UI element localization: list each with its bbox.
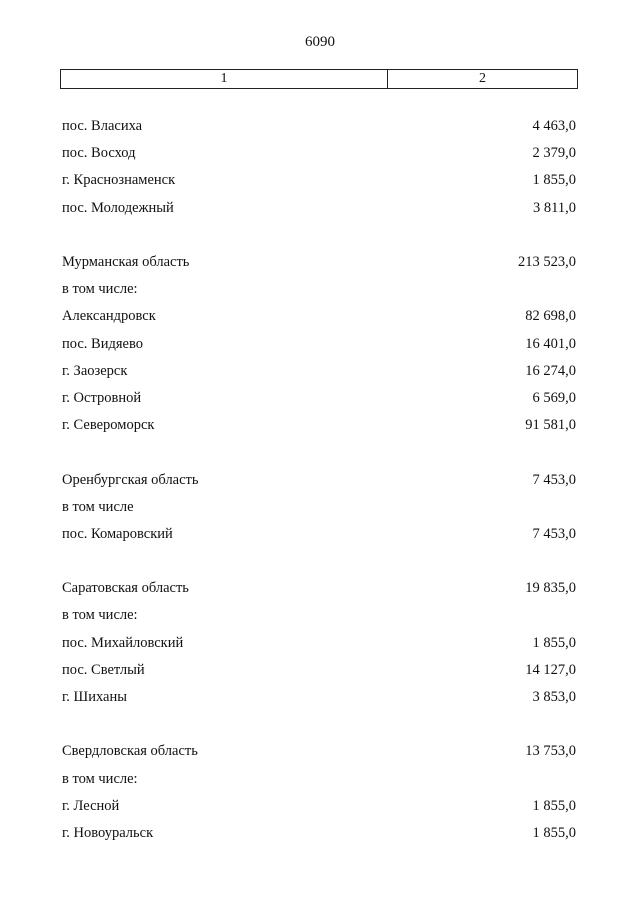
table-row <box>62 167 576 194</box>
table-row <box>62 140 576 167</box>
table-row <box>62 276 576 303</box>
row-label: пос. Молодежный <box>62 199 174 216</box>
row-label: пос. Комаровский <box>62 525 173 542</box>
row-label: г. Новоуральск <box>62 824 154 841</box>
table-row <box>62 385 576 412</box>
row-label: г. Краснознаменск <box>62 172 176 189</box>
row-value: 7 453,0 <box>532 525 576 542</box>
table-row <box>62 793 576 820</box>
table-row <box>62 113 576 140</box>
table-row <box>62 494 576 521</box>
table-header <box>60 69 578 89</box>
row-value: 14 127,0 <box>525 661 576 678</box>
table-row <box>62 303 576 330</box>
table-body <box>62 113 576 847</box>
row-label: в том числе: <box>62 607 138 624</box>
table-row <box>62 738 576 765</box>
row-label: г. Островной <box>62 389 142 406</box>
row-label: г. Лесной <box>62 797 120 814</box>
row-label: в том числе: <box>62 770 138 787</box>
row-value: 213 523,0 <box>518 254 576 271</box>
row-value: 13 753,0 <box>525 743 576 760</box>
spacer-row <box>62 548 576 575</box>
row-label: Свердловская область <box>62 743 198 760</box>
table-row <box>62 575 576 602</box>
row-value: 82 698,0 <box>525 308 576 325</box>
row-value: 16 401,0 <box>525 335 576 352</box>
row-value: 1 855,0 <box>532 634 576 651</box>
row-value: 1 855,0 <box>532 172 576 189</box>
row-label: в том числе <box>62 498 134 515</box>
table-row <box>62 820 576 847</box>
spacer-row <box>62 222 576 249</box>
row-label: пос. Светлый <box>62 661 145 678</box>
row-label: г. Североморск <box>62 417 155 434</box>
row-value: 3 853,0 <box>532 689 576 706</box>
table-row <box>62 331 576 358</box>
row-value: 4 463,0 <box>532 118 576 135</box>
row-label: Оренбургская область <box>62 471 199 488</box>
table-row <box>62 249 576 276</box>
row-label: пос. Михайловский <box>62 634 184 651</box>
row-label: пос. Восход <box>62 145 136 162</box>
table-row <box>62 412 576 439</box>
row-label: пос. Власиха <box>62 118 143 135</box>
table-row <box>62 521 576 548</box>
row-label: Саратовская область <box>62 580 189 597</box>
row-label: в том числе: <box>62 281 138 298</box>
table-row <box>62 630 576 657</box>
row-value: 16 274,0 <box>525 362 576 379</box>
row-value: 3 811,0 <box>533 199 576 216</box>
row-label: Александровск <box>62 308 156 325</box>
row-value: 1 855,0 <box>532 824 576 841</box>
spacer-row <box>62 711 576 738</box>
column-header-2: 2 <box>479 71 486 86</box>
table-row <box>62 466 576 493</box>
row-value: 6 569,0 <box>532 389 576 406</box>
table-row <box>62 684 576 711</box>
table-row <box>62 358 576 385</box>
row-label: пос. Видяево <box>62 335 143 352</box>
row-value: 91 581,0 <box>525 417 576 434</box>
row-value: 7 453,0 <box>532 471 576 488</box>
page-number: 6090 <box>305 34 335 50</box>
row-label: г. Шиханы <box>62 689 127 706</box>
row-value: 1 855,0 <box>532 797 576 814</box>
row-label: г. Заозерск <box>62 362 128 379</box>
row-label: Мурманская область <box>62 254 190 271</box>
row-value: 19 835,0 <box>525 580 576 597</box>
table-row <box>62 602 576 629</box>
row-value: 2 379,0 <box>532 145 576 162</box>
spacer-row <box>62 439 576 466</box>
table-row <box>62 766 576 793</box>
table-row <box>62 657 576 684</box>
column-header-1: 1 <box>61 70 388 88</box>
table-row <box>62 195 576 222</box>
